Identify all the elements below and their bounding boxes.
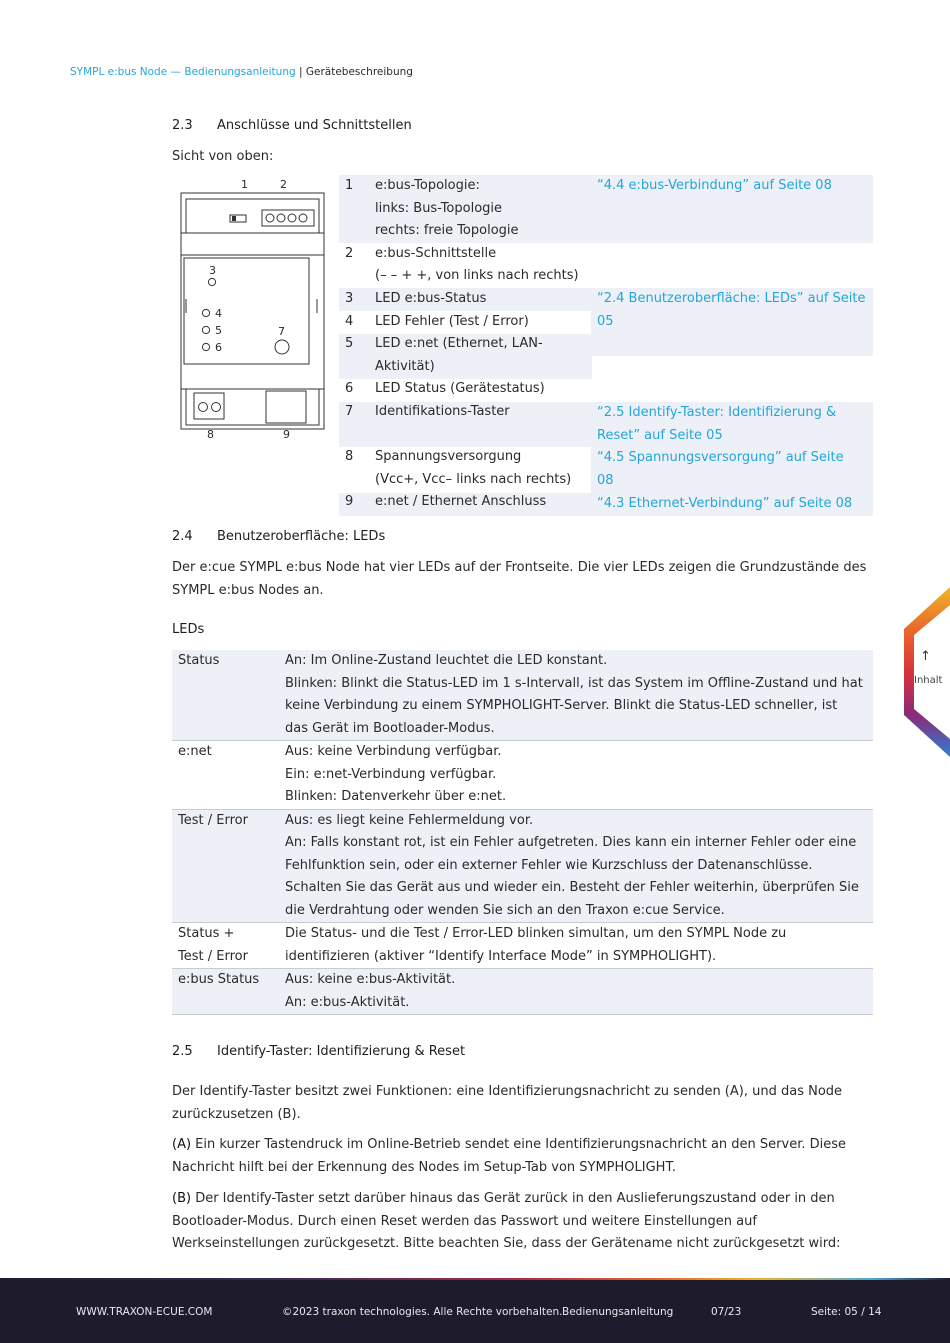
diagram-label-8: 8 (207, 428, 214, 441)
connector-description: LED Status (Gerätestatus) (375, 381, 545, 397)
section-2-5-heading (172, 1044, 465, 1059)
running-header (70, 66, 413, 78)
connector-description: LED e:bus-Status (375, 290, 487, 306)
toc-side-tab-background (904, 587, 950, 757)
connector-description: e:bus-Topologie: links: Bus-Topologie rechts: freie Topologie (375, 178, 519, 239)
header-separator: | (295, 66, 306, 78)
link-ethernet-verbindung[interactable]: “4.3 Ethernet-Verbindung” auf Seite 08 (597, 496, 853, 511)
connector-description: LED e:net (Ethernet, LAN- Aktivität) (375, 336, 543, 374)
connector-number: 8 (345, 448, 354, 464)
connector-row-3 (339, 288, 873, 311)
section-2-3-intro: Sicht von oben: (172, 149, 274, 164)
connector-description: e:bus-Schnittstelle (– – + +, von links nach rechts) (375, 245, 579, 284)
diagram-label-4: 4 (215, 307, 222, 320)
connector-number: 4 (345, 313, 354, 329)
section-2-5-paragraph-a: (A) Ein kurzer Tastendruck im Online-Betrieb sendet eine Identifizierungsnachricht an den Server. Diese Nachricht hilft bei der Erkennung des Nodes im Setup-Tab von SYMPHOLIGHT. (172, 1137, 847, 1175)
link-text-line: “2.4 Benutzeroberfläche: LEDs” auf Seite (597, 291, 866, 306)
toc-side-tab[interactable] (904, 587, 950, 757)
footer-copyright: ©2023 traxon technologies. Alle Rechte vorbehalten. (282, 1306, 563, 1318)
link-text-line: “2.5 Identify-Taster: Identifizierung & (597, 405, 837, 420)
leds-table-title: LEDs (172, 622, 205, 637)
led-value: Aus: keine Verbindung verfügbar. Ein: e:net-Verbindung verfügbar. Blinken: Datenverkehr über e:net. (285, 744, 507, 804)
connector-row-5 (339, 333, 873, 378)
connector-description: LED Fehler (Test / Error) (375, 313, 529, 329)
diagram-label-2: 2 (280, 178, 287, 191)
connector-description: e:net / Ethernet Anschluss (375, 494, 547, 510)
connector-row-8 (339, 446, 873, 491)
led-value: Die Status- und die Test / Error-LED blinken simultan, um den SYMPL Node zu identifizieren (aktiver “Identify Interface Mode” in SYMPHOLIGHT). (285, 926, 787, 964)
connector-number: 2 (345, 245, 354, 261)
link-text-line: “4.5 Spannungsversorgung” auf Seite (597, 450, 844, 465)
section-2-5-paragraph-1: Der Identify-Taster besitzt zwei Funktionen: eine Identifizierungsnachricht zu senden (A), und das Node zurückzusetzen (B). (172, 1084, 843, 1122)
section-title: Identify-Taster: Identifizierung & Reset (217, 1044, 466, 1059)
diagram-label-3: 3 (209, 264, 216, 277)
leds-table (172, 650, 873, 1015)
connector-number: 1 (345, 178, 354, 193)
section-title: Anschlüsse und Schnittstellen (217, 118, 412, 133)
led-key: Status (178, 653, 220, 668)
led-key: Status + Test / Error (178, 926, 248, 964)
arrow-up-icon: ↑ (920, 649, 931, 664)
footer-doc-type: Bedienungsanleitung (562, 1306, 674, 1318)
led-row-status (172, 650, 873, 741)
connector-number: 5 (345, 336, 354, 352)
device-top-view-diagram (172, 175, 332, 445)
connector-number: 7 (345, 403, 354, 419)
led-row-ebus-status (172, 969, 873, 1015)
connector-row-1 (339, 175, 873, 243)
diagram-label-5: 5 (215, 324, 222, 337)
section-title: Benutzeroberfläche: LEDs (217, 529, 386, 544)
header-doc-title[interactable]: SYMPL e:bus Node — Bedienungsanleitung (70, 66, 296, 78)
connector-number: 9 (345, 494, 354, 510)
link-text-line: Reset” auf Seite 05 (597, 427, 723, 443)
connector-table (339, 175, 873, 514)
section-2-3-heading (172, 118, 412, 133)
footer-page-number: Seite: 05 / 14 (811, 1306, 882, 1318)
led-value: Aus: es liegt keine Fehlermeldung vor. An: Falls konstant rot, ist ein Fehler aufgetreten. Dies kann ein interner Fehler oder eine Fehlfunktion sein, oder ein externer Fehler wie Kurzschluss der Datenanschlüsse. Schalten Sie das Gerät aus und wieder ein. Besteht der Fehler weiterhin, überprüfen Sie die Verdrahtung oder wenden Sie sich an den Traxon e:cue Service. (285, 812, 859, 918)
connector-row-9 (339, 491, 873, 514)
footer-date: 07/23 (711, 1306, 742, 1318)
diagram-label-7: 7 (278, 325, 285, 338)
diagram-label-6: 6 (215, 341, 222, 354)
led-key: Test / Error (178, 812, 248, 828)
connector-row-6 (339, 378, 873, 401)
section-number: 2.5 (172, 1044, 193, 1059)
led-row-enet (172, 741, 873, 810)
led-value: Aus: keine e:bus-Aktivität. An: e:bus-Aktivität. (285, 972, 456, 1010)
section-2-4-heading (172, 529, 385, 544)
led-key: e:bus Status (178, 972, 260, 987)
diagram-label-1: 1 (241, 178, 248, 191)
led-row-status-test-error (172, 923, 873, 969)
link-ebus-verbindung[interactable]: “4.4 e:bus-Verbindung” auf Seite 08 (597, 178, 832, 193)
link-text-line: 08 (597, 472, 614, 488)
section-2-5-paragraph-b: (B) Der Identify-Taster setzt darüber hinaus das Gerät zurück in den Auslieferungszustand oder in den Bootloader-Modus. Durch einen Reset werden das Passwort und weitere Einstellungen auf Werkseinstellungen zurückgesetzt. Bitte beachten Sie, dass der Gerätename nicht zurückgesetzt wird: (172, 1191, 841, 1251)
connector-row-4 (339, 311, 873, 334)
header-section: Gerätebeschreibung (305, 66, 413, 78)
diagram-label-9: 9 (283, 428, 290, 441)
paragraph-label-a: (A) (172, 1137, 192, 1152)
connector-row-2 (339, 243, 873, 288)
connector-description: Identifikations-Taster (375, 403, 510, 419)
connector-number: 6 (345, 381, 354, 397)
toc-side-tab-label: Inhalt (914, 675, 943, 686)
section-number: 2.3 (172, 118, 193, 133)
led-key: e:net (178, 744, 212, 759)
link-text-line: 05 (597, 313, 614, 329)
connector-row-7 (339, 401, 873, 446)
paragraph-label-b: (B) (172, 1191, 192, 1206)
connector-number: 3 (345, 290, 354, 306)
connector-description: Spannungsversorgung (Vcc+, Vcc– links nach rechts) (375, 448, 572, 487)
led-value: An: Im Online-Zustand leuchtet die LED konstant. Blinken: Blinkt die Status-LED im 1 s-Intervall, ist das System im Offline-Zustand und hat keine Verbindung zu einem SYMPHOLIGHT-Server. Blinkt die Status-LED schneller, ist das Gerät im Bootloader-Modus. (285, 653, 863, 736)
section-2-4-paragraph: Der e:cue SYMPL e:bus Node hat vier LEDs auf der Frontseite. Die vier LEDs zeigen die Grundzustände des SYMPL e:bus Nodes an. (172, 560, 867, 598)
footer-website[interactable]: WWW.TRAXON-ECUE.COM (76, 1306, 213, 1318)
section-number: 2.4 (172, 529, 193, 544)
led-row-test-error (172, 810, 873, 924)
